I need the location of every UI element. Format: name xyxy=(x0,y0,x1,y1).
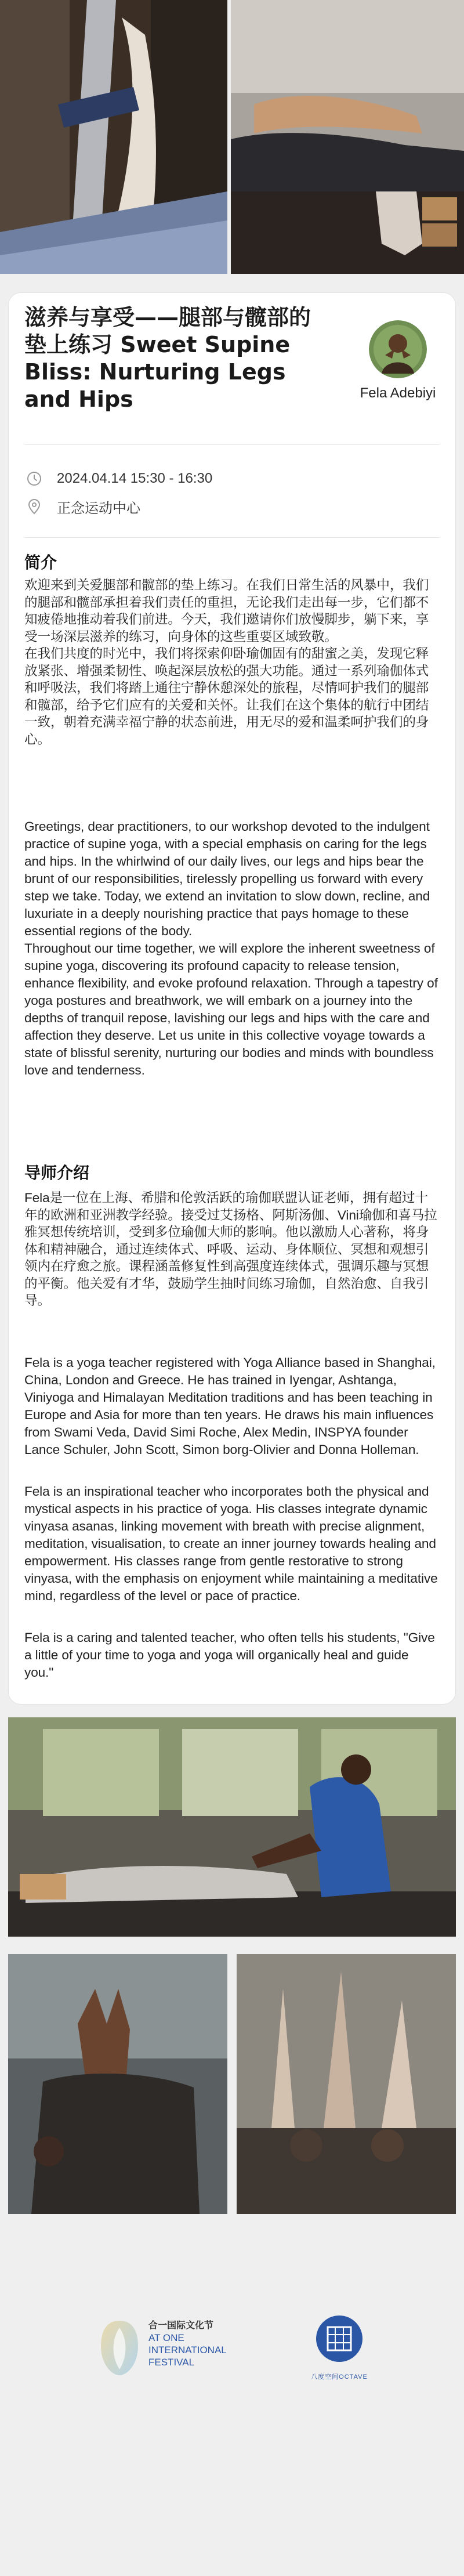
octave-label: 八度空间OCTAVE xyxy=(311,2374,368,2380)
divider xyxy=(24,444,440,445)
festival-logo-mark xyxy=(96,2316,143,2380)
octave-logo-mark xyxy=(313,2313,365,2365)
hero-photo-right-illustration xyxy=(231,0,464,274)
host-avatar-image xyxy=(369,320,427,378)
teacher-text-cn: Fela是一位在上海、希腊和伦敦活跃的瑜伽联盟认证老师，拥有超过十年的欧洲和亚洲教学经验。接受过艾扬格、阿斯汤伽、Vini瑜伽和喜马拉雅冥想传统培训，受到多位瑜伽大师的影响。他以激励人心著称，将身体和精神融合，通过连续体式、呼吸、运动、身体顺位、冥想和观想引领内在疗愈之旅。课程涵盖修复性到高强度连续体式，强调乐趣与冥想的平衡。他关爱有才华，鼓励学生抽时间练习瑜伽，自然治愈、自我引导。 xyxy=(24,1191,437,1308)
hero-photo-right xyxy=(231,0,464,274)
gallery-photo-3 xyxy=(237,1954,456,2214)
divider xyxy=(24,537,440,538)
clock-icon xyxy=(24,469,44,489)
event-location[interactable]: 正念运动中心 xyxy=(57,500,140,516)
teacher-text-en-3: Fela is a caring and talented teacher, who often tells his students, "Give a little of your time to yoga and yoga will organically heal and guide you." xyxy=(24,1630,435,1680)
gallery-photo-1-illustration xyxy=(8,1717,456,1937)
festival-name-cn: 合一国际文化节 xyxy=(148,2321,214,2331)
teacher-section-title: 导师介绍 xyxy=(24,1163,90,1182)
gallery-photo-2 xyxy=(8,1954,227,2214)
teacher-text-en-2: Fela is an inspirational teacher who incorporates both the physical and mystical aspects in his practice of yoga. His classes integrate dynamic vinyasa asanas, linking movement with breath with precise alignment, meditation, visualisation, to create an inner journey towards healing and empowerment. His classes range from gentle restorative to strong vinyasa, with the emphasis on enjoyment while maintaining a meditative mind, regardless of the level or pace of practice. xyxy=(24,1484,438,1603)
intro-section-title: 简介 xyxy=(24,553,57,572)
hero-photo-left xyxy=(0,0,227,274)
festival-logo xyxy=(96,2316,143,2380)
event-location-row[interactable] xyxy=(24,497,140,516)
teacher-text-en-1: Fela is a yoga teacher registered with Yoga Alliance based in Shanghai, China, London and Greece. He has trained in Iyengar, Ashtanga, Viniyoga and Himalayan Meditation traditions and has been teaching in Europe and Asia for more than ten years. He draws his main influences from Swami Veda, David Simi Roche, Alex Medin, INSPYA founder Lance Schuler, John Scott, Simon borg-Olivier and Donna Holleman. xyxy=(24,1355,436,1457)
festival-name-en-2: INTERNATIONAL xyxy=(148,2345,227,2356)
host-name[interactable]: Fela Adebiyi xyxy=(360,385,436,401)
event-datetime: 2024.04.14 15:30 - 16:30 xyxy=(57,471,213,486)
hero-photo-left-illustration xyxy=(0,0,227,274)
festival-name xyxy=(148,2320,227,2368)
intro-text-cn: 欢迎来到关爱腿部和髋部的垫上练习。在我们日常生活的风暴中，我们的腿部和髋部承担着我们责任的重担，无论我们走出每一步，它们都不知疲倦地推动着我们前进。今天，我们邀请你们放慢脚步，躺下来，享受一场深层滋养的练习，向身体的这些重要区域致敬。 在我们共度的时光中，我们将探索仰卧瑜伽固有的甜蜜之美，发现它释放紧张、增强柔韧性、唤起深层放松的强大功能。通过一系列瑜伽体式和呼吸法，我们将踏上通往宁静休憩深处的旅程，尽情呵护我们的腿部和髋部，给予它们应有的关爱和关怀。让我们在这个集体的航行中团结一致，朝着充满幸福宁静的状态前进，用无尽的爱和温柔呵护我们的身心。 xyxy=(24,578,429,747)
festival-name-en-1: AT ONE xyxy=(148,2332,184,2343)
festival-name-en-3: FESTIVAL xyxy=(148,2357,195,2368)
event-title: 滋养与享受——腿部与髋部的垫上练习 Sweet Supine Bliss: Nurturing Legs and Hips xyxy=(24,305,311,412)
gallery-photo-2-illustration xyxy=(8,1954,227,2214)
location-pin-icon xyxy=(24,497,44,516)
gallery-photo-1 xyxy=(8,1717,456,1937)
host-avatar[interactable] xyxy=(369,320,427,378)
event-datetime-row xyxy=(24,469,212,489)
intro-text-en: Greetings, dear practitioners, to our workshop devoted to the indulgent practice of supine yoga, with a special emphasis on caring for the legs and hips. In the whirlwind of our daily lives, our legs and hips bear the brunt of our responsibilities, tirelessly propelling us forward with every step we take. Today, we extend an invitation to slow down, recline, and luxuriate in a deeply nourishing practice that pays homage to these essential regions of the body. Throughout our time together, we will explore the inherent sweetness of supine yoga, discovering its profound capacity to release tension, enhance flexibility, and evoke profound relaxation. Through a tapestry of yoga postures and breathwork, we will embark on a journey into the depths of tranquil repose, lavishing our legs and hips with the care and affection they deserve. Let us unite in this collective voyage towards a state of blissful serenity, nurturing our bodies and minds with boundless love and tenderness. xyxy=(24,819,438,1077)
hero-photos xyxy=(0,0,464,274)
gallery-photo-3-illustration xyxy=(237,1954,456,2214)
